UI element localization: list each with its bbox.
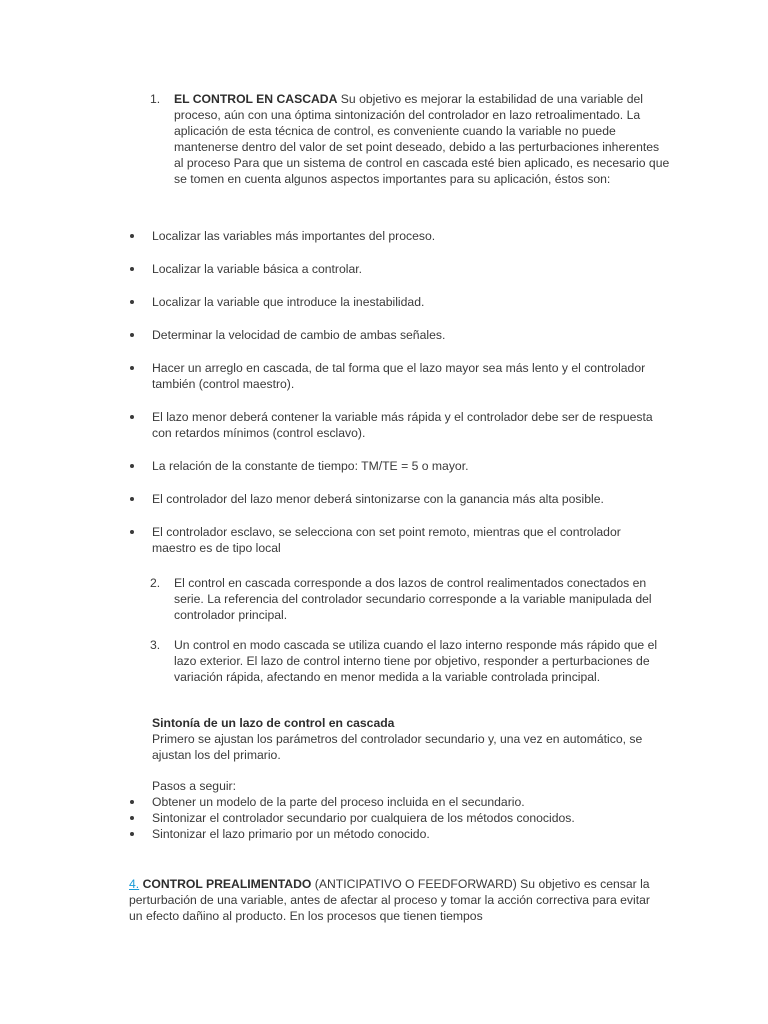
- bullet-icon: [130, 816, 134, 820]
- paragraph-feedforward: [129, 876, 659, 924]
- list-item: Hacer un arreglo en cascada, de tal forma que el lazo mayor sea más lento y el controlador también (control maestro).: [128, 360, 668, 392]
- list-number: 3.: [150, 638, 161, 652]
- bullet-icon: [130, 300, 134, 304]
- list-item-1: [150, 91, 670, 187]
- list-item-3: [150, 637, 670, 685]
- list-number: 2.: [150, 576, 161, 590]
- bullet-icon: [130, 267, 134, 271]
- bullet-icon: [130, 497, 134, 501]
- list-item: Sintonizar el controlador secundario por cualquiera de los métodos conocidos.: [128, 810, 668, 826]
- list-item: El lazo menor deberá contener la variable más rápida y el controlador debe ser de respuesta con retardos mínimos (control esclavo).: [128, 409, 668, 441]
- list-item: Sintonizar el lazo primario por un método conocido.: [128, 826, 668, 842]
- bullet-icon: [130, 234, 134, 238]
- bullet-icon: [130, 832, 134, 836]
- paragraph-cascade-control: [174, 91, 670, 187]
- heading-feedforward: CONTROL PREALIMENTADO: [142, 877, 312, 891]
- tuning-paragraph: Primero se ajustan los parámetros del controlador secundario y, una vez en automático, se ajustan los del primario.: [152, 732, 643, 762]
- bullet-icon: [130, 464, 134, 468]
- bullet-icon: [130, 366, 134, 370]
- list-number: 1.: [150, 92, 161, 106]
- list-item-2: [150, 575, 670, 623]
- list-item: El controlador esclavo, se selecciona con set point remoto, mientras que el controlador maestro es de tipo local: [128, 524, 668, 556]
- tuning-heading: Sintonía de un lazo de control en cascada: [152, 716, 395, 730]
- paragraph-text: El control en cascada corresponde a dos lazos de control realimentados conectados en serie. La referencia del controlador secundario corresponde a la variable manipulada del controlador principal.: [174, 576, 652, 622]
- list-item: Determinar la velocidad de cambio de ambas señales.: [128, 327, 668, 343]
- list-item: El controlador del lazo menor deberá sintonizarse con la ganancia más alta posible.: [128, 491, 668, 507]
- bullet-icon: [130, 800, 134, 804]
- list-item: La relación de la constante de tiempo: TM/TE = 5 o mayor.: [128, 458, 668, 474]
- bullet-icon: [130, 333, 134, 337]
- section-number-link[interactable]: 4.: [129, 877, 140, 891]
- steps-bullet-list: [128, 794, 668, 842]
- paragraph-text: Un control en modo cascada se utiliza cuando el lazo interno responde más rápido que el lazo exterior. El lazo de control interno tiene por objetivo, responder a perturbaciones de variación rápida, afectando en menor medida a la variable controlada principal.: [174, 638, 658, 684]
- tuning-section: [152, 715, 672, 763]
- list-item: Localizar la variable básica a controlar.: [128, 261, 668, 277]
- list-item: Obtener un modelo de la parte del proceso incluida en el secundario.: [128, 794, 668, 810]
- bullet-icon: [130, 530, 134, 534]
- bullet-icon: [130, 415, 134, 419]
- paragraph-text: (ANTICIPATIVO O FEEDFORWARD) Su objetivo es censar la perturbación de una variable, antes de afectar al proceso y tomar la acción correctiva para evitar un efecto dañino al producto. En los procesos que tienen tiempos: [129, 877, 650, 923]
- heading-cascade-control: EL CONTROL EN CASCADA: [174, 92, 338, 106]
- steps-label: Pasos a seguir:: [152, 779, 237, 793]
- paragraph-text: Su objetivo es mejorar la estabilidad de una variable del proceso, aún con una óptima sintonización del controlador en lazo retroalimentado. La aplicación de esta técnica de control, es conveniente cuando la variable no puede mantenerse dentro del valor de set point deseado, debido a las perturbaciones inherentes al proceso Para que un sistema de control en cascada esté bien aplicado, es necesario que se tomen en cuenta algunos aspectos importantes para su aplicación, éstos son:: [174, 92, 670, 186]
- list-item: Localizar las variables más importantes del proceso.: [128, 228, 668, 244]
- aspects-bullet-list: [128, 228, 668, 573]
- list-item: Localizar la variable que introduce la inestabilidad.: [128, 294, 668, 310]
